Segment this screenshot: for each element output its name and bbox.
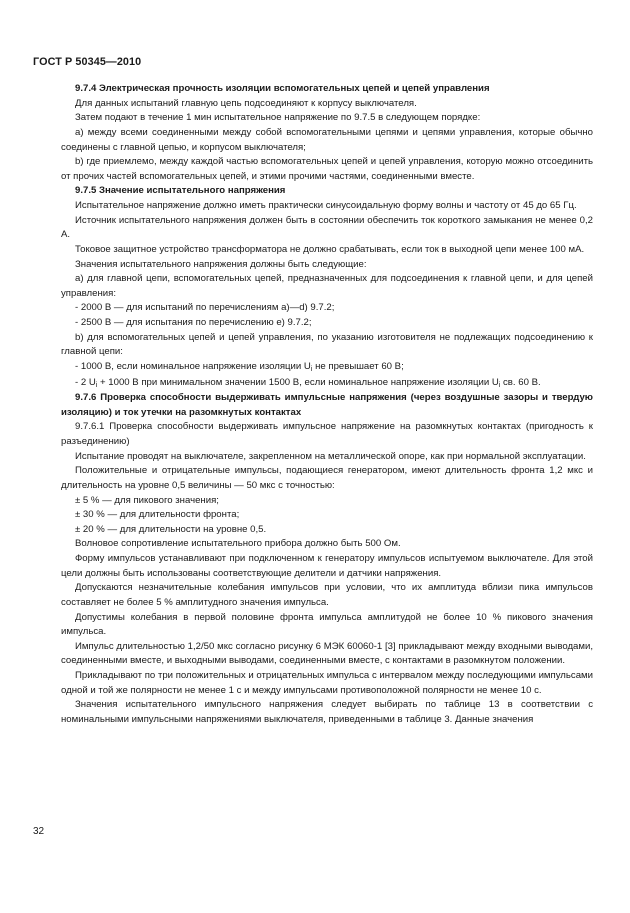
paragraph: b) для вспомогательных цепей и цепей управления, по указанию изготовителя не подлежащих подсоединению к главной цепи: — [61, 331, 593, 358]
paragraph: 9.7.6.1 Проверка способности выдерживать импульсное напряжение на разомкнутых контактах (пригодность к разъединению) — [61, 421, 593, 447]
subscript: i — [310, 365, 313, 373]
paragraph: Форму импульсов устанавливают при подключенном к генератору импульсов испытуемом выключателе. Для этой цели должны быть использованы соответствующие делители и датчики напряжения. — [61, 553, 593, 579]
paragraph: Источник испытательного напряжения должен быть в состоянии обеспечить ток короткого замыкания не менее 0,2 А. — [61, 214, 593, 241]
paragraph: Для данных испытаний главную цепь подсоединяют к корпусу выключателя. — [75, 97, 417, 109]
list-item — [61, 376, 593, 392]
text-run: св. 60 В. — [500, 376, 541, 388]
section-heading: 9.7.6 Проверка способности выдерживать импульсные напряжения (через воздушные зазоры и твердую изоляцию) и ток утечки на разомкнутых контактах — [61, 392, 593, 418]
text-run: не превышает 60 В; — [312, 360, 404, 372]
list-item — [61, 360, 593, 376]
paragraph: а) между всеми соединенными между собой вспомогательными цепями и цепями управления, которые обычно соединены с главной цепью, и корпусом выключателя; — [61, 126, 593, 153]
list-item: - 2000 В — для испытаний по перечислениям а)—d) 9.7.2; — [75, 302, 335, 314]
paragraph: Допускаются незначительные колебания импульсов при условии, что их амплитуда вблизи пика импульсов составляет не более 5 % амплитудного значения импульса. — [61, 582, 593, 608]
paragraph: Значения испытательного напряжения должны быть следующие: — [75, 258, 367, 270]
paragraph: а) для главной цепи, вспомогательных цепей, предназначенных для подсоединения к главной цепи, и для цепей управления: — [61, 273, 593, 299]
section-heading: 9.7.4 Электрическая прочность изоляции вспомогательных цепей и цепей управления — [75, 83, 490, 94]
list-item: ± 20 % — для длительности на уровне 0,5. — [75, 523, 267, 535]
subscript: i — [498, 381, 501, 389]
paragraph: Испытательное напряжение должно иметь практически синусоидальную форму волны и частоту от 45 до 65 Гц. — [75, 200, 577, 211]
paragraph: Положительные и отрицательные импульсы, подающиеся генератором, имеют длительность фронта 1,2 мкс и длительность на уровне 0,5 величины — 50 мкс с точностью: — [61, 465, 593, 491]
paragraph: Допустимы колебания в первой половине фронта импульса амплитудой не более 10 % пикового значения импульса. — [61, 611, 593, 638]
paragraph: Испытание проводят на выключателе, закрепленном на металлической опоре, как при нормальной эксплуатации. — [75, 450, 586, 462]
text-run: - 1000 В, если номинальное напряжение изоляции U — [75, 360, 311, 372]
list-item: ± 5 % — для пикового значения; — [75, 494, 219, 506]
paragraph: Импульс длительностью 1,2/50 мкс согласно рисунку 6 МЭК 60060-1 [3] прикладывают между входными выводами, соединенными вместе, и выходными выводами, соединенными вместе, с контактами в разомкнутом положении. — [61, 640, 593, 667]
text-run: + 1000 В при минимальном значении 1500 В, если номинальное напряжение изоляции U — [97, 376, 499, 388]
paragraph: Затем подают в течение 1 мин испытательное напряжение по 9.7.5 в следующем порядке: — [75, 112, 481, 124]
paragraph: Значения испытательного импульсного напряжения следует выбирать по таблице 13 в соответствии с номинальными импульсными напряжениями выключателя, приведенными в таблице 3. Данные значения — [61, 699, 593, 725]
document-header: ГОСТ Р 50345—2010 — [33, 56, 142, 68]
paragraph: Прикладывают по три положительных и отрицательных импульса с интервалом между последующими импульсами одной и той же полярности не менее 1 с и между импульсами противоположной полярности не менее 10 с. — [61, 670, 593, 696]
paragraph: Токовое защитное устройство трансформатора не должно срабатывать, если ток в выходной цепи менее 100 мА. — [75, 243, 585, 255]
page-number: 32 — [33, 826, 45, 837]
paragraph: b) где приемлемо, между каждой частью вспомогательных цепей и цепей управления, которую можно отсоединить от прочих частей вспомогательных цепей, и этими прочими частями, соединенными вместе. — [61, 156, 593, 182]
text-run: - 2 U — [75, 376, 96, 388]
list-item: - 2500 В — для испытания по перечислению е) 9.7.2; — [75, 317, 312, 328]
document-body — [61, 82, 593, 728]
section-heading: 9.7.5 Значение испытательного напряжения — [75, 185, 286, 197]
list-item: ± 30 % — для длительности фронта; — [75, 509, 240, 521]
subscript: i — [95, 381, 98, 389]
paragraph: Волновое сопротивление испытательного прибора должно быть 500 Ом. — [75, 538, 401, 550]
